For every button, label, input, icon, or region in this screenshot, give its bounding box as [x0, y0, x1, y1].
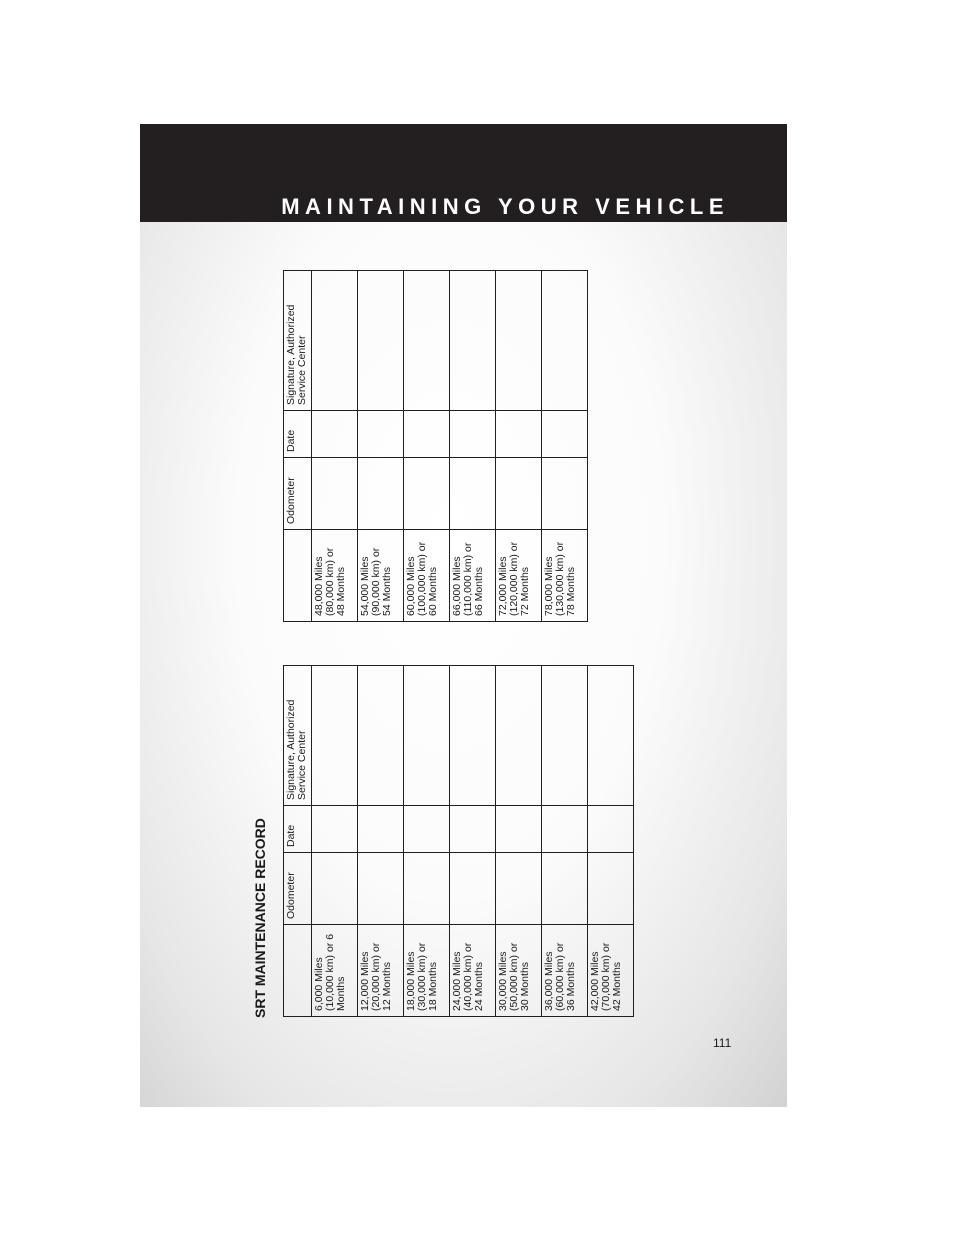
maintenance-table-left-wrapper — [283, 666, 648, 1017]
table-header-row — [284, 666, 312, 1017]
signature-entry-cell[interactable] — [358, 271, 404, 411]
header-band — [140, 124, 787, 222]
interval-header — [284, 925, 312, 1017]
signature-entry-cell[interactable] — [312, 666, 358, 806]
odometer-entry-cell[interactable] — [404, 853, 450, 925]
interval-header — [284, 530, 312, 622]
date-entry-cell[interactable] — [404, 411, 450, 458]
table-row — [358, 271, 404, 622]
interval-cell: 72,000 Miles (120,000 km) or 72 Months — [496, 530, 542, 622]
interval-cell: 60,000 Miles (100,000 km) or 60 Months — [404, 530, 450, 622]
odometer-entry-cell[interactable] — [542, 853, 588, 925]
table-row — [542, 666, 588, 1017]
interval-cell: 6,000 Miles (10,000 km) or 6 Months — [312, 925, 358, 1017]
table-row — [450, 666, 496, 1017]
odometer-entry-cell[interactable] — [496, 458, 542, 530]
signature-entry-cell[interactable] — [450, 666, 496, 806]
interval-cell: 24,000 Miles (40,000 km) or 24 Months — [450, 925, 496, 1017]
odometer-header: Odometer — [284, 458, 312, 530]
odometer-entry-cell[interactable] — [358, 853, 404, 925]
interval-cell: 30,000 Miles (50,000 km) or 30 Months — [496, 925, 542, 1017]
odometer-entry-cell[interactable] — [404, 458, 450, 530]
interval-cell: 48,000 Miles (80,000 km) or 48 Months — [312, 530, 358, 622]
table-row — [450, 271, 496, 622]
date-entry-cell[interactable] — [542, 806, 588, 853]
table-row — [312, 666, 358, 1017]
odometer-entry-cell[interactable] — [358, 458, 404, 530]
odometer-entry-cell[interactable] — [496, 853, 542, 925]
record-title: SRT MAINTENANCE RECORD — [252, 818, 268, 1018]
manual-page — [140, 124, 787, 1107]
date-entry-cell[interactable] — [450, 411, 496, 458]
table-row — [404, 271, 450, 622]
signature-entry-cell[interactable] — [496, 271, 542, 411]
signature-entry-cell[interactable] — [358, 666, 404, 806]
signature-entry-cell[interactable] — [312, 271, 358, 411]
maintenance-table-left — [283, 665, 634, 1017]
odometer-entry-cell[interactable] — [542, 458, 588, 530]
date-entry-cell[interactable] — [358, 411, 404, 458]
table-row — [496, 271, 542, 622]
table-row — [358, 666, 404, 1017]
date-entry-cell[interactable] — [404, 806, 450, 853]
date-entry-cell[interactable] — [588, 806, 634, 853]
odometer-entry-cell[interactable] — [312, 458, 358, 530]
date-entry-cell[interactable] — [312, 411, 358, 458]
signature-entry-cell[interactable] — [404, 666, 450, 806]
interval-cell: 18,000 Miles (30,000 km) or 18 Months — [404, 925, 450, 1017]
maintenance-table-right — [283, 270, 588, 622]
odometer-entry-cell[interactable] — [450, 458, 496, 530]
maintenance-table-right-wrapper — [283, 271, 602, 622]
table-row — [588, 666, 634, 1017]
odometer-entry-cell[interactable] — [312, 853, 358, 925]
date-header: Date — [284, 411, 312, 458]
date-entry-cell[interactable] — [312, 806, 358, 853]
signature-entry-cell[interactable] — [542, 666, 588, 806]
signature-entry-cell[interactable] — [496, 666, 542, 806]
signature-header: Signature, Authorized Service Center — [284, 666, 312, 806]
odometer-entry-cell[interactable] — [588, 853, 634, 925]
signature-entry-cell[interactable] — [404, 271, 450, 411]
date-header: Date — [284, 806, 312, 853]
page-number: 111 — [713, 1036, 732, 1050]
interval-cell: 36,000 Miles (60,000 km) or 36 Months — [542, 925, 588, 1017]
interval-cell: 12,000 Miles (20,000 km) or 12 Months — [358, 925, 404, 1017]
odometer-header: Odometer — [284, 853, 312, 925]
signature-entry-cell[interactable] — [542, 271, 588, 411]
odometer-entry-cell[interactable] — [450, 853, 496, 925]
date-entry-cell[interactable] — [542, 411, 588, 458]
date-entry-cell[interactable] — [358, 806, 404, 853]
signature-entry-cell[interactable] — [588, 666, 634, 806]
section-title: MAINTAINING YOUR VEHICLE — [281, 194, 729, 219]
table-row — [404, 666, 450, 1017]
interval-cell: 66,000 Miles (110,000 km) or 66 Months — [450, 530, 496, 622]
date-entry-cell[interactable] — [496, 411, 542, 458]
table-row — [312, 271, 358, 622]
interval-cell: 42,000 Miles (70,000 km) or 42 Months — [588, 925, 634, 1017]
date-entry-cell[interactable] — [496, 806, 542, 853]
table-row — [496, 666, 542, 1017]
table-header-row — [284, 271, 312, 622]
interval-cell: 78,000 Miles (130,000 km) or 78 Months — [542, 530, 588, 622]
interval-cell: 54,000 Miles (90,000 km) or 54 Months — [358, 530, 404, 622]
date-entry-cell[interactable] — [450, 806, 496, 853]
signature-entry-cell[interactable] — [450, 271, 496, 411]
signature-header: Signature, Authorized Service Center — [284, 271, 312, 411]
table-row — [542, 271, 588, 622]
